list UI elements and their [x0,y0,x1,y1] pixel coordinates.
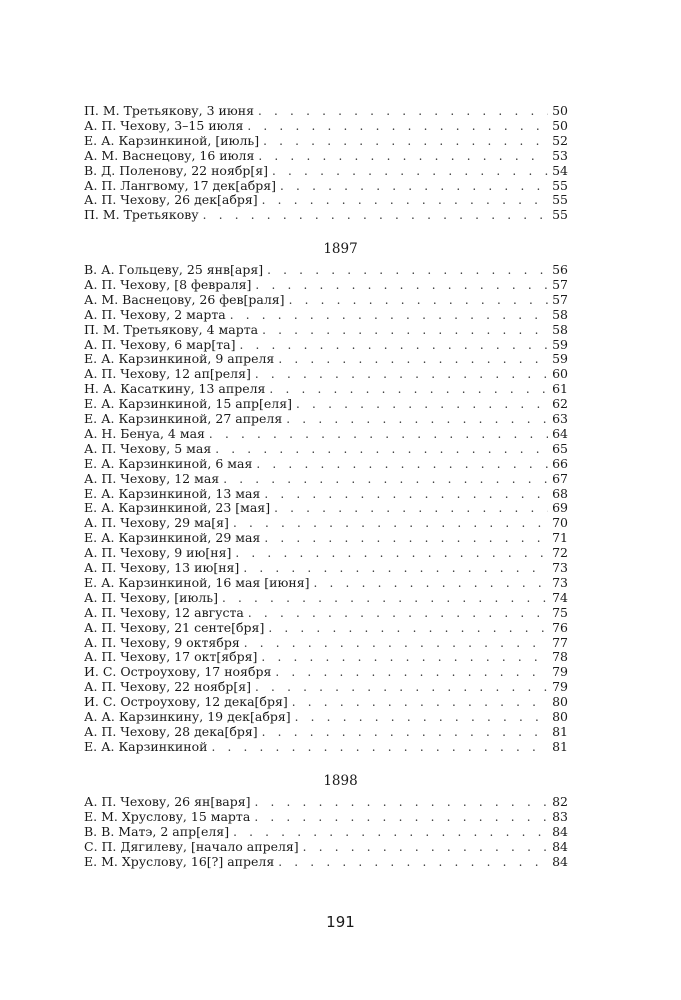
entry-page-number: 54 [552,162,568,178]
entry-title: А. П. Чехову, 17 окт[ября] [84,649,258,665]
entry-page-number: 78 [552,649,568,665]
entry-page-number: 55 [552,177,568,193]
entry-page-number: 65 [552,440,568,456]
dot-leader [303,840,548,855]
toc-entry [84,486,568,501]
toc-entry [84,366,568,381]
dot-leader [286,412,548,427]
entry-title: А. П. Чехову, 3–15 июля [84,117,244,133]
toc-entry [84,709,568,724]
entry-page-number: 84 [552,823,568,839]
entry-title: А. П. Чехову, 13 ию[ня] [84,560,240,575]
dot-leader [247,119,548,134]
dot-leader [248,606,548,621]
toc-entry [84,664,568,679]
entry-title: А. П. Чехову, 26 ян[варя] [84,794,251,809]
dot-leader [255,278,548,293]
entry-title: А. П. Чехову, 6 мар[та] [84,336,236,352]
entry-page-number: 84 [552,853,568,869]
dot-leader [209,427,548,442]
entry-page-number: 84 [552,838,568,854]
dot-leader [292,695,548,710]
toc-entry [84,560,568,575]
entry-page-number: 58 [552,321,568,337]
dot-leader [264,531,548,546]
entry-page-number: 81 [552,723,568,739]
toc-entry [84,575,568,590]
entry-page-number: 56 [552,262,568,277]
toc-entry [84,277,568,292]
entry-title: И. С. Остроухову, 12 дека[бря] [84,694,288,710]
entry-title: Е. А. Карзинкиной, 6 мая [84,455,253,471]
dot-leader [258,104,548,119]
entry-title: А. П. Чехову, 12 августа [84,604,244,620]
dot-leader [255,680,548,695]
entry-title: А. П. Чехову, 2 марта [84,306,226,322]
dot-leader [295,710,548,725]
entry-title: А. П. Чехову, 21 сенте[бря] [84,619,265,635]
dot-leader [262,193,548,208]
dot-leader [272,164,548,179]
dot-leader [244,636,548,651]
toc-entry [84,500,568,515]
year-heading: 1897 [323,241,358,257]
toc-entry [84,530,568,545]
entry-page-number: 70 [552,515,568,531]
toc-entry [84,649,568,664]
page-number: 191 [326,913,355,931]
entry-title: Е. А. Карзинкиной, [июль] [84,132,260,148]
entry-page-number: 50 [552,117,568,133]
entry-title: Е. А. Карзинкиной, 27 апреля [84,411,283,426]
toc-entry [84,192,568,207]
entry-page-number: 71 [552,530,568,546]
toc-entry [84,322,568,337]
entry-title: А. П. Чехову, 26 дек[абря] [84,192,258,208]
entry-title: А. П. Чехову, [июль] [84,589,218,605]
entry-title: А. М. Васнецову, 26 фев[раля] [84,291,285,307]
toc-entry [84,441,568,456]
entry-page-number: 55 [552,207,568,223]
dot-leader [274,501,548,516]
toc-entry [84,620,568,635]
toc-entry [84,854,568,869]
dot-leader [203,208,548,223]
entry-title: Е. А. Карзинкиной, 15 апр[еля] [84,396,293,412]
entry-title: А. П. Лангвому, 17 дек[абря] [84,177,277,193]
toc-entry [84,351,568,366]
toc-entry [84,739,568,754]
dot-leader [233,825,548,840]
entry-title: Е. А. Карзинкиной, 16 мая [июня] [84,574,310,590]
dot-leader [264,487,548,502]
dot-leader [233,516,548,531]
entry-title: В. А. Гольцеву, 25 янв[аря] [84,262,264,277]
toc-entry [84,545,568,560]
dot-leader [267,263,548,278]
toc-entry [84,118,568,133]
toc-entry [84,824,568,839]
entry-page-number: 63 [552,411,568,426]
entry-page-number: 55 [552,192,568,208]
entry-page-number: 64 [552,425,568,441]
entry-page-number: 81 [552,738,568,754]
entry-page-number: 68 [552,485,568,501]
entry-title: А. П. Чехову, 5 мая [84,440,212,456]
entry-page-number: 52 [552,132,568,148]
entry-page-number: 57 [552,291,568,307]
toc-entry [84,724,568,739]
entry-page-number: 62 [552,396,568,412]
entry-page-number: 58 [552,306,568,322]
entry-page-number: 59 [552,336,568,352]
entry-title: Е. М. Хруслову, 15 марта [84,808,251,824]
toc-entry [84,381,568,396]
entry-page-number: 53 [552,147,568,163]
entry-title: А. П. Чехову, 12 мая [84,470,220,486]
entry-page-number: 73 [552,574,568,590]
entry-page-number: 75 [552,604,568,620]
dot-leader [215,442,548,457]
dot-leader [256,457,548,472]
dot-leader [263,134,548,149]
dot-leader [268,621,548,636]
toc-entry [84,471,568,486]
toc-entry [84,337,568,352]
toc-entry [84,292,568,307]
toc-entry [84,426,568,441]
entry-page-number: 80 [552,694,568,710]
toc-entry [84,809,568,824]
entry-title: Е. М. Хруслову, 16[?] апреля [84,853,275,869]
dot-leader [254,810,548,825]
entry-page-number: 57 [552,276,568,292]
entry-title: И. С. Остроухову, 17 ноября [84,664,272,680]
entry-title: П. М. Третьякову [84,207,199,223]
dot-leader [258,149,548,164]
entry-page-number: 73 [552,560,568,575]
toc-entry [84,262,568,277]
entry-page-number: 61 [552,381,568,397]
toc-entry [84,794,568,809]
entry-page-number: 72 [552,545,568,561]
entry-title: В. В. Матэ, 2 апр[еля] [84,823,230,839]
dot-leader [262,725,548,740]
entry-title: П. М. Третьякову, 3 июня [84,103,254,118]
dot-leader [261,650,548,665]
entry-title: А. П. Чехову, 9 октября [84,634,240,650]
entry-title: А. Н. Бенуа, 4 мая [84,425,205,441]
dot-leader [313,576,548,591]
dot-leader [211,740,548,755]
entry-title: Е. А. Карзинкиной, 13 мая [84,485,261,501]
entry-title: А. П. Чехову, 29 ма[я] [84,515,229,531]
entry-title: А. П. Чехову, 22 ноябр[я] [84,679,252,695]
entry-title: А. М. Васнецову, 16 июля [84,147,255,163]
entry-page-number: 66 [552,455,568,471]
toc-entry [84,590,568,605]
toc-entry [84,307,568,322]
entry-page-number: 83 [552,808,568,824]
toc-entry [84,515,568,530]
dot-leader [222,591,548,606]
dot-leader [255,367,548,382]
dot-leader [269,382,548,397]
dot-leader [254,795,548,810]
toc-entry [84,396,568,411]
entry-page-number: 74 [552,589,568,605]
entry-page-number: 76 [552,619,568,635]
entry-page-number: 67 [552,470,568,486]
toc-entry [84,207,568,222]
entry-title: Е. А. Карзинкиной, 23 [мая] [84,500,271,516]
dot-leader [280,179,548,194]
dot-leader [278,352,548,367]
entry-title: А. П. Чехову, 28 дека[бря] [84,723,258,739]
entry-title: Н. А. Касаткину, 13 апреля [84,381,266,397]
dot-leader [275,665,548,680]
toc-entry [84,605,568,620]
entry-page-number: 50 [552,103,568,118]
toc-entry [84,178,568,193]
entry-title: С. П. Дягилеву, [начало апреля] [84,838,299,854]
toc-entry [84,839,568,854]
entry-title: В. Д. Поленову, 22 ноябр[я] [84,162,268,178]
dot-leader [235,546,548,561]
dot-leader [262,323,548,338]
entry-title: Е. А. Карзинкиной, 29 мая [84,530,261,546]
entry-title: А. П. Чехову, [8 февраля] [84,276,252,292]
entry-page-number: 79 [552,679,568,695]
dot-leader [239,338,548,353]
toc-entry [84,694,568,709]
entry-title: Е. А. Карзинкиной [84,738,208,754]
entry-page-number: 60 [552,366,568,382]
toc-entry [84,411,568,426]
entry-page-number: 82 [552,794,568,809]
dot-leader [243,561,548,576]
entry-title: А. П. Чехову, 9 ию[ня] [84,545,232,561]
entry-page-number: 77 [552,634,568,650]
entry-title: А. А. Карзинкину, 19 дек[абря] [84,709,291,724]
entry-title: Е. А. Карзинкиной, 9 апреля [84,351,275,367]
year-heading: 1898 [323,773,358,789]
toc-entry [84,133,568,148]
dot-leader [278,855,548,870]
toc-entry [84,679,568,694]
dot-leader [289,293,548,308]
toc-entry [84,163,568,178]
entry-page-number: 69 [552,500,568,516]
dot-leader [230,308,548,323]
toc-entry [84,635,568,650]
entry-page-number: 59 [552,351,568,367]
toc-entry [84,456,568,471]
toc-entry [84,103,568,118]
entry-page-number: 80 [552,709,568,724]
entry-page-number: 79 [552,664,568,680]
entry-title: П. М. Третьякову, 4 марта [84,321,259,337]
dot-leader [223,472,548,487]
dot-leader [296,397,548,412]
toc-entry [84,148,568,163]
entry-title: А. П. Чехову, 12 ап[реля] [84,366,251,382]
